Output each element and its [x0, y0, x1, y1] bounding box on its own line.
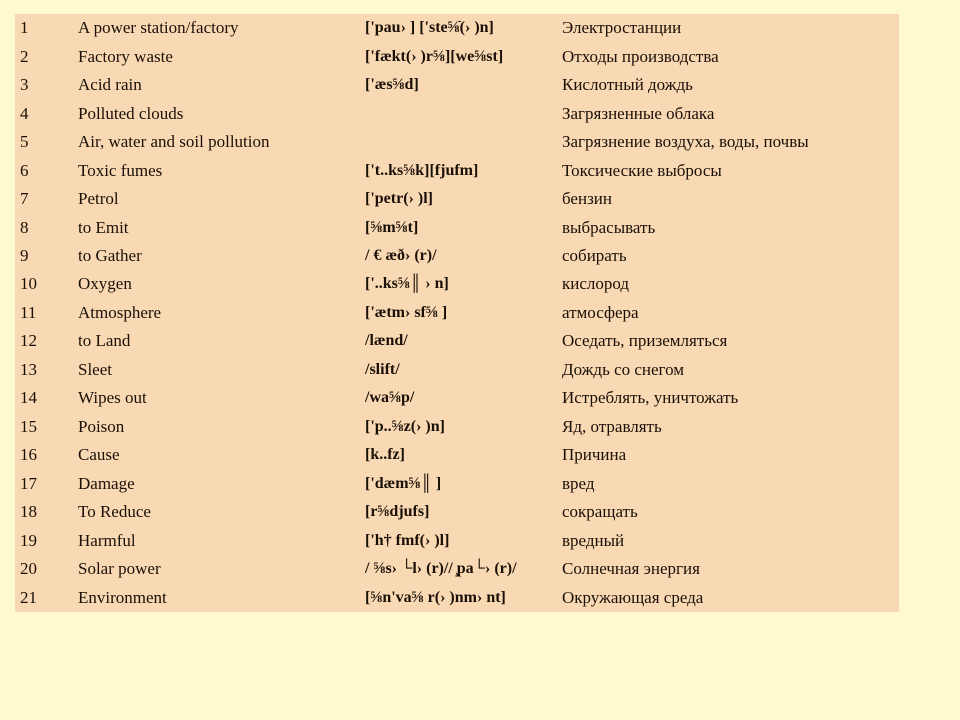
english-term: Harmful	[78, 530, 136, 550]
russian-translation: кислород	[562, 274, 630, 294]
russian-translation: Токсические выбросы	[562, 160, 722, 180]
english-term: Solar power	[78, 559, 161, 579]
transcription: [⅝m⅝t]	[365, 218, 419, 236]
english-term: Factory waste	[78, 46, 173, 66]
russian-translation: вредный	[562, 530, 625, 550]
english-term: Air, water and soil pollution	[78, 132, 270, 152]
russian-translation: Истреблять, уничтожать	[562, 388, 739, 408]
transcription: ['pau› ] ['ste⅝ֿ(› )n]	[365, 19, 494, 37]
row-number: 6	[20, 160, 29, 180]
table-row	[15, 356, 899, 384]
table-row	[15, 128, 899, 156]
table-row	[15, 555, 899, 583]
russian-translation: собирать	[562, 245, 627, 265]
english-term: to Gather	[78, 245, 142, 265]
table-row	[15, 14, 899, 42]
english-term: Poison	[78, 416, 125, 436]
transcription: ['h† fmf(› )l]	[365, 531, 450, 549]
english-term: Sleet	[78, 359, 112, 379]
transcription: ['fækt(› )r⅝][we⅝st]	[365, 47, 504, 65]
transcription: / ⅝s› └l› (r)// ̧pa└› (r)/	[365, 560, 517, 578]
russian-translation: Дождь со снегом	[562, 359, 685, 379]
english-term: Damage	[78, 473, 135, 493]
transcription: [⅝n'va⅝ r(› )nm› nt]	[365, 588, 506, 606]
table-row	[15, 270, 899, 298]
row-number: 15	[20, 416, 37, 436]
row-number: 7	[20, 189, 29, 209]
russian-translation: Загрязненные облака	[562, 103, 715, 123]
row-number: 5	[20, 132, 29, 152]
row-number: 20	[20, 559, 37, 579]
table-row	[15, 99, 899, 127]
transcription: /slift/	[365, 360, 400, 378]
transcription: [r⅝djufs]	[365, 503, 430, 521]
table-row	[15, 583, 899, 612]
transcription: ['æs⅝d]	[365, 76, 419, 94]
english-term: To Reduce	[78, 502, 151, 522]
row-number: 16	[20, 445, 37, 465]
table-row	[15, 299, 899, 327]
english-term: to Emit	[78, 217, 129, 237]
english-term: Cause	[78, 445, 120, 465]
row-number: 9	[20, 245, 29, 265]
row-number: 13	[20, 359, 37, 379]
table-row	[15, 441, 899, 469]
russian-translation: выбрасывать	[562, 217, 656, 237]
russian-translation: бензин	[562, 189, 612, 209]
transcription: ['t..ks⅝k][fjufm]	[365, 161, 479, 179]
table-row	[15, 185, 899, 213]
transcription: ['ætm› sf⅝ ]	[365, 303, 448, 321]
table-row	[15, 413, 899, 441]
table-row	[15, 327, 899, 355]
transcription: ['p..⅝z(› )n]	[365, 417, 445, 435]
transcription	[365, 128, 562, 156]
russian-translation: Отходы производства	[562, 46, 719, 66]
russian-translation: Солнечная энергия	[562, 559, 700, 579]
russian-translation: Кислотный дождь	[562, 75, 693, 95]
table-row	[15, 242, 899, 270]
english-term: Environment	[78, 587, 167, 607]
table-row	[15, 526, 899, 554]
transcription: /wa⅝p/	[365, 389, 415, 407]
table-row	[15, 213, 899, 241]
english-term: Acid rain	[78, 75, 142, 95]
transcription: [k..fz]	[365, 446, 405, 464]
row-number: 4	[20, 103, 29, 123]
row-number: 14	[20, 388, 37, 408]
table-row	[15, 470, 899, 498]
row-number: 21	[20, 587, 37, 607]
russian-translation: Причина	[562, 445, 627, 465]
russian-translation: атмосфера	[562, 302, 639, 322]
table-row	[15, 384, 899, 412]
row-number: 3	[20, 75, 29, 95]
table-row	[15, 498, 899, 526]
table-row	[15, 42, 899, 70]
english-term: to Land	[78, 331, 131, 351]
vocabulary-table-body	[15, 14, 899, 612]
transcription	[365, 99, 562, 127]
russian-translation: Электростанции	[562, 18, 682, 38]
english-term: A power station/factory	[78, 18, 239, 38]
english-term: Wipes out	[78, 388, 147, 408]
russian-translation: вред	[562, 473, 595, 493]
russian-translation: Яд, отравлять	[562, 416, 662, 436]
transcription: ['dæm⅝║ ]	[365, 474, 442, 492]
transcription: / € æð› (r)/	[365, 246, 437, 264]
transcription: ['petr(› )l]	[365, 190, 433, 208]
row-number: 18	[20, 502, 37, 522]
russian-translation: Окружающая среда	[562, 587, 704, 607]
russian-translation: сокращать	[562, 502, 638, 522]
row-number: 11	[20, 302, 37, 322]
transcription: /lænd/	[365, 332, 408, 350]
table-row	[15, 71, 899, 99]
english-term: Toxic fumes	[78, 160, 163, 180]
transcription: ['..ks⅝║ › n]	[365, 275, 449, 293]
english-term: Oxygen	[78, 274, 132, 294]
english-term: Atmosphere	[78, 302, 162, 322]
row-number: 8	[20, 217, 29, 237]
row-number: 10	[20, 274, 37, 294]
table-row	[15, 156, 899, 184]
russian-translation: Оседать, приземляться	[562, 331, 728, 351]
vocabulary-table	[15, 14, 899, 612]
english-term: Petrol	[78, 189, 119, 209]
row-number: 12	[20, 331, 37, 351]
row-number: 17	[20, 473, 37, 493]
row-number: 1	[20, 18, 29, 38]
english-term: Polluted clouds	[78, 103, 184, 123]
row-number: 19	[20, 530, 37, 550]
russian-translation: Загрязнение воздуха, воды, почвы	[562, 132, 809, 152]
row-number: 2	[20, 46, 29, 66]
